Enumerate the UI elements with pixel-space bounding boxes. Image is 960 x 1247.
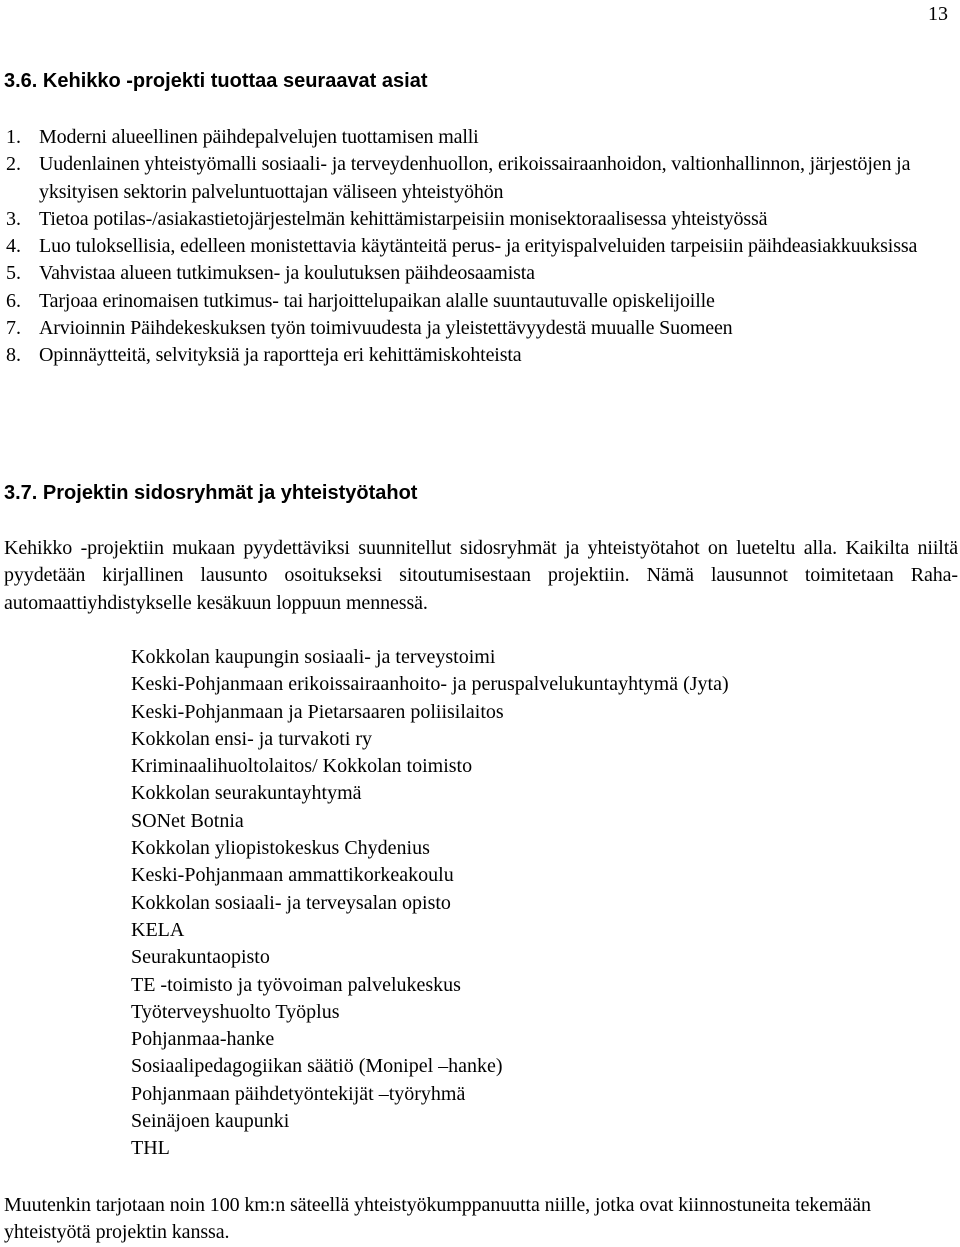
stakeholder-item: KELA (131, 918, 185, 941)
list-item-text: Moderni alueellinen päihdepalvelujen tuottamisen malli (39, 126, 479, 148)
stakeholder-item: TE -toimisto ja työvoiman palvelukeskus (131, 973, 461, 996)
list-item-text: Vahvistaa alueen tutkimuksen- ja koulutuksen päihdeosaamista (39, 262, 535, 285)
list-item-text: Opinnäytteitä, selvityksiä ja raportteja eri kehittämiskohteista (39, 344, 522, 367)
list-item-text: Tietoa potilas-/asiakastietojärjestelmän kehittämistarpeisiin monisektoraalisessa yhteistyössä (39, 207, 768, 230)
closing-paragraph: Muutenkin tarjotaan noin 100 km:n säteellä yhteistyökumppanuutta niille, jotka ovat kiinnostuneita tekemään yhteistyötä projektin kanssa. (4, 1194, 871, 1244)
stakeholder-item: Kriminaalihuoltolaitos/ Kokkolan toimisto (131, 755, 473, 778)
list-item-number: 4. (6, 235, 21, 258)
stakeholder-item: Kokkolan kaupungin sosiaali- ja terveystoimi (131, 646, 496, 668)
list-item (6, 260, 956, 287)
section-heading-3-7: 3.7. Projektin sidosryhmät ja yhteistyötahot (4, 482, 418, 504)
stakeholder-item: Pohjanmaa-hanke (131, 1028, 275, 1051)
list-item-text: Uudenlainen yhteistyömalli sosiaali- ja terveydenhuollon, erikoissairaanhoidon, valtionhallinnon, järjestöjen ja yksityisen sektorin palveluntuottajan väliseen yhteistyöhön (39, 153, 911, 203)
list-item-text: Luo tuloksellisia, edelleen monistettavia käytänteitä perus- ja erityispalveluiden tarpeisiin päihdeasiakkuuksissa (39, 235, 918, 258)
list-item-text: Tarjoaa erinomaisen tutkimus- tai harjoittelupaikan alalle suuntautuvalle opiskelijoille (39, 289, 715, 312)
stakeholder-item: SONet Botnia (131, 809, 244, 832)
list-item-number: 3. (6, 207, 21, 230)
stakeholder-item: Työterveyshuolto Työplus (131, 1000, 340, 1023)
stakeholder-item: Kokkolan seurakuntayhtymä (131, 782, 362, 805)
stakeholder-item: Seinäjoen kaupunki (131, 1110, 290, 1133)
stakeholder-item: Sosiaalipedagogiikan säätiö (Monipel –hanke) (131, 1055, 503, 1078)
section-heading-3-6: 3.6. Kehikko -projekti tuottaa seuraavat asiat (4, 70, 428, 92)
stakeholder-item: THL (131, 1137, 170, 1160)
stakeholder-item: Pohjanmaan päihdetyöntekijät –työryhmä (131, 1082, 466, 1105)
page-number: 13 (928, 3, 948, 25)
list-item-number: 8. (6, 344, 21, 367)
list-item-number: 1. (6, 126, 21, 148)
list-item-number: 7. (6, 317, 21, 340)
stakeholder-item: Seurakuntaopisto (131, 946, 270, 969)
list-item (6, 206, 956, 233)
list-item (6, 151, 956, 206)
stakeholder-item: Kokkolan sosiaali- ja terveysalan opisto (131, 891, 451, 914)
deliverables-list (6, 124, 956, 370)
list-item-number: 6. (6, 289, 21, 312)
list-item-text: Arvioinnin Päihdekeskuksen työn toimivuudesta ja yleistettävyydestä muualle Suomeen (39, 317, 733, 340)
stakeholder-item: Kokkolan ensi- ja turvakoti ry (131, 727, 373, 750)
list-item (6, 124, 956, 151)
stakeholder-item: Keski-Pohjanmaan ja Pietarsaaren poliisilaitos (131, 700, 504, 723)
list-item-number: 2. (6, 153, 21, 176)
stakeholder-item: Keski-Pohjanmaan erikoissairaanhoito- ja peruspalvelukuntayhtymä (Jyta) (131, 673, 729, 696)
stakeholder-item: Keski-Pohjanmaan ammattikorkeakoulu (131, 864, 454, 887)
list-item (6, 315, 956, 342)
list-item (6, 288, 956, 315)
list-item-number: 5. (6, 262, 21, 285)
list-item (6, 233, 956, 260)
stakeholder-list (131, 644, 729, 1163)
list-item (6, 342, 956, 369)
intro-paragraph: Kehikko -projektiin mukaan pyydettäviksi suunnitellut sidosryhmät ja yhteistyötahot on lueteltu alla. Kaikilta niiltä pyydetään kirjallinen lausunto osoitukseksi sitoutumisestaan projektiin. Nämä lausunnot toimitetaan Raha-automaattiyhdistykselle kesäkuun loppuun mennessä. (4, 537, 958, 614)
stakeholder-item: Kokkolan yliopistokeskus Chydenius (131, 837, 430, 860)
